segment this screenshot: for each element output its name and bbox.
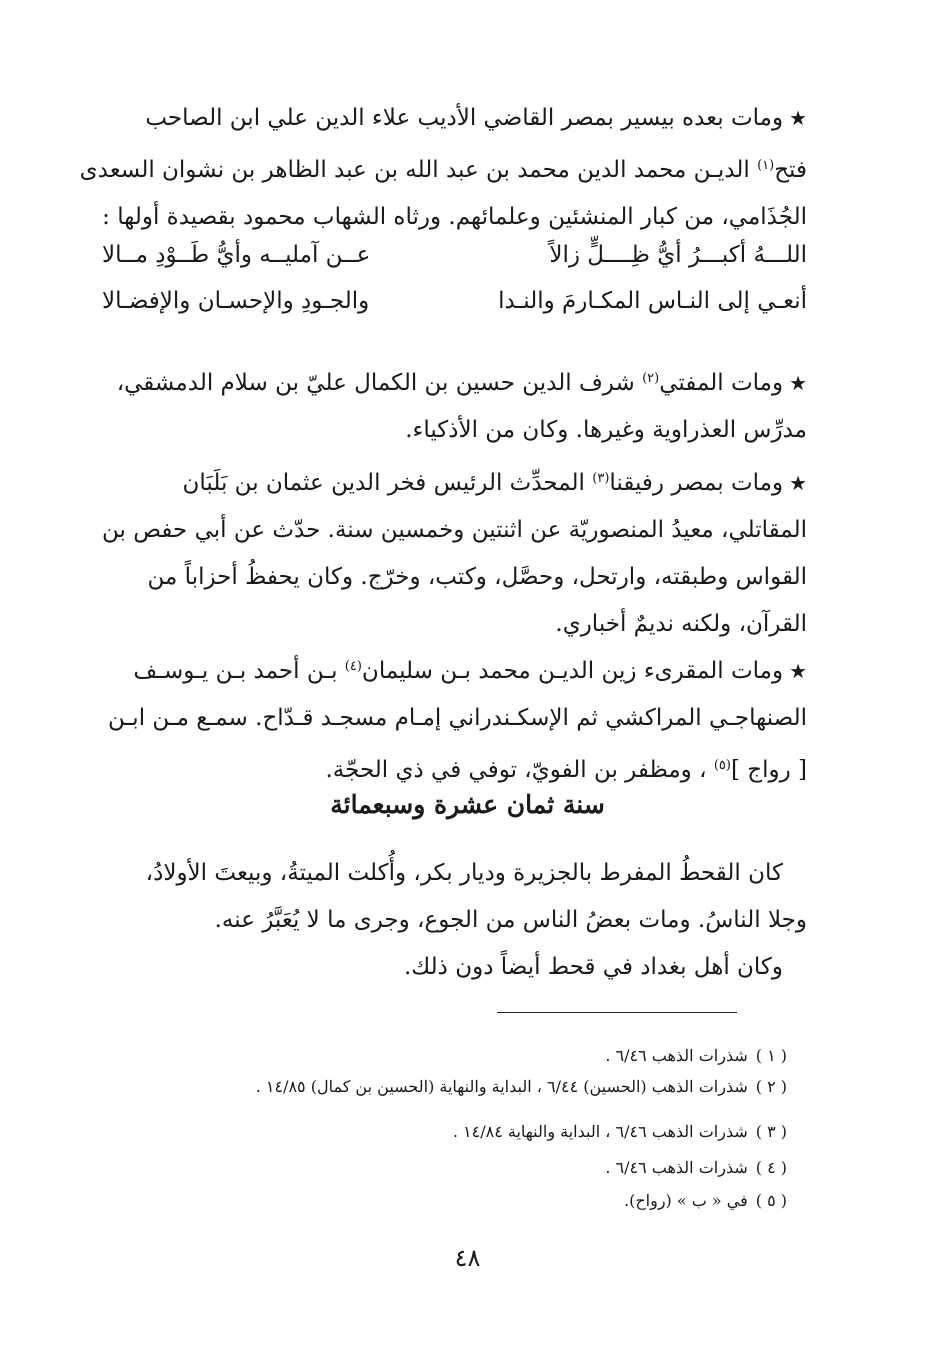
text-line: وكان أهل بغداد في قحط أيضاً دون ذلك. (403, 954, 783, 980)
page-number: ٤٨ (454, 1244, 481, 1272)
verse-hemistich: اللـــهُ أكبـــرُ أيُّ ظِــــلٍّ زالاً (549, 242, 807, 268)
entry-sharaf-aldin (107, 355, 807, 454)
footnote-5: ( ٥ )في « ب » (رواح). (623, 1191, 787, 1210)
star-icon: ★ (789, 659, 807, 683)
text-line: القرآن، ولكنه نديمٌ أخباري. (555, 611, 807, 637)
footnote-2: ( ٢ )شذرات الذهب (الحسين) ٦/٤٤ ، البداية والنهاية (الحسين بن كمال) ١٤/٨٥ . (255, 1077, 787, 1096)
text-line: ★ومات بمصر رفيقنا$^{(٣)}$ المحدِّث الرئيس فخر الدين عثمان بن بَلَبَان (182, 470, 807, 496)
text-line: كان القحطُ المفرط بالجزيرة وديار بكر، وأُكلت الميتةُ، وبيعتَ الأولادُ، (145, 860, 783, 886)
section-heading: سنة ثمان عشرة وسبعمائة (330, 790, 605, 819)
footnote-ref[interactable]: (٥) (713, 758, 731, 773)
verse-hemistich: أنعـي إلى النـاس المكـارمَ والنـدا (498, 288, 807, 314)
footnote-divider (497, 1012, 737, 1013)
text-line: الصنهاجـي المراكشي ثم الإسكـندراني إمـام مسجـد قـدّاح. سمـع مـن ابـن (108, 705, 807, 731)
footnote-3: ( ٣ )شذرات الذهب ٦/٤٦ ، البداية والنهاية ١٤/٨٤ . (452, 1122, 787, 1141)
text-line: القواس وطبقته، وارتحل، وحصَّل، وكتب، وخرّج. وكان يحفظُ أحزاباً من (147, 564, 807, 590)
entry-fakhr-aldin (102, 455, 807, 648)
footnote-ref[interactable]: (٣) (592, 471, 610, 486)
star-icon: ★ (789, 371, 807, 395)
text-line: المقاتلي، معيدُ المنصوريّة عن اثنتين وخمسين سنة. حدّث عن أبي حفص بن (102, 517, 807, 543)
footnote-ref[interactable]: (١) (757, 158, 775, 173)
footnote-4: ( ٤ )شذرات الذهب ٦/٤٦ . (605, 1158, 787, 1177)
star-icon: ★ (789, 106, 807, 130)
text-line: [ رواج ]$^{(٥)}$ ، ومظفر بن الفويّ، توفي في ذي الحجّة. (325, 757, 807, 783)
text-line: ★ومات المفتي$^{(٢)}$ شرف الدين حسين بن الكمال عليّ بن سلام الدمشقي، (116, 370, 807, 396)
entry-alaa-aldin (79, 95, 807, 241)
entry-zayn-aldin (107, 643, 807, 794)
verse-line-2 (102, 288, 807, 334)
footnote-ref[interactable]: (٢) (642, 371, 660, 386)
footnote-1: ( ١ )شذرات الذهب ٦/٤٦ . (605, 1046, 787, 1065)
text-line: فتح$^{(١)}$ الديـن محمد الدين محمد بن عبد الله بن عبد الظاهر بن نشوان السعدى (79, 157, 807, 183)
star-icon: ★ (789, 471, 807, 495)
year-718-paragraph (107, 850, 807, 991)
footnote-ref[interactable]: (٤) (344, 659, 362, 674)
text-line: ★ومات المقرىء زين الديـن محمد بـن سليمان$^{(٤)}$ بـن أحمد بـن يـوسـف (133, 658, 807, 684)
text-line: وجلا الناسُ. ومات بعضُ الناس من الجوع، وجرى ما لا يُعَبَّرُ عنه. (214, 907, 807, 933)
verse-line-1 (102, 242, 807, 288)
verse-hemistich: والجـودِ والإحسـان والإفضـالا (102, 288, 370, 314)
text-line: الجُذَامي، من كبار المنشئين وعلمائهم. ورثاه الشهاب محمود بقصيدة أولها : (102, 204, 807, 230)
text-line: مدرِّس العذراوية وغيرها. وكان من الأذكياء. (405, 417, 807, 443)
verse-hemistich: عــن آمليــه وأيُّ طَــوْدِ مــالا (102, 242, 371, 268)
text-line: ★ومات بعده بيسير بمصر القاضي الأديب علاء الدين علي ابن الصاحب (145, 105, 807, 131)
